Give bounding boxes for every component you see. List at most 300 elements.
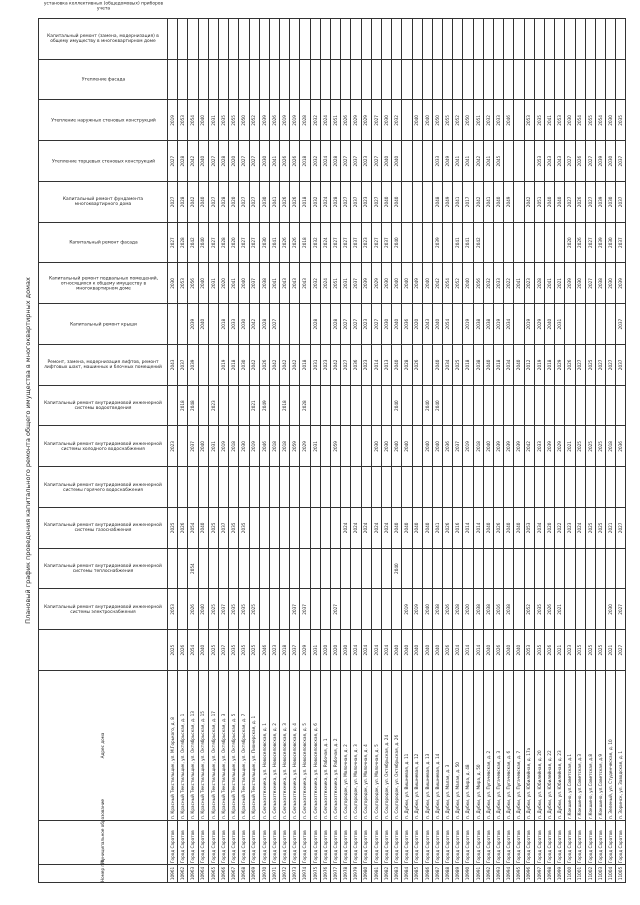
row-year-cell: [555, 222, 565, 263]
header-row: [39, 19, 168, 883]
table-row: [178, 19, 188, 883]
row-year-cell: 2028: [300, 385, 310, 426]
row-year-cell: 2036: [616, 426, 626, 467]
row-year-cell: [575, 19, 585, 60]
row-year-cell: [351, 385, 361, 426]
row-year-cell: 2031: [310, 426, 320, 467]
row-year-cell: 2020: [544, 508, 554, 549]
row-year-cell: 2033: [494, 100, 504, 141]
row-year-cell: 2027: [168, 182, 178, 223]
row-year-cell: [300, 548, 310, 589]
header-col: Капитальный ремонт внутридомовой инженерной системы горячего водоснабжения: [39, 508, 168, 549]
row-year-cell: [412, 59, 422, 100]
row-year-cell: 2038: [473, 345, 483, 386]
row-year-cell: [331, 385, 341, 426]
row-year-cell: 2037: [381, 222, 391, 263]
table-row: [361, 19, 371, 883]
row-year-cell: 2031: [341, 263, 351, 304]
row-address: п. Красный Текстильщик, ул. Октябрьская, д. 13: [188, 671, 198, 821]
header-address: Адрес дома: [39, 671, 168, 821]
row-year-cell: [534, 467, 544, 508]
row-year-cell: 2040: [412, 630, 422, 671]
row-year-cell: [188, 59, 198, 100]
row-year-cell: [504, 19, 514, 60]
row-year-cell: 2039: [565, 263, 575, 304]
row-year-cell: 2048: [432, 182, 442, 223]
row-year-cell: 2041: [544, 100, 554, 141]
row-year-cell: 2026: [290, 141, 300, 182]
row-year-cell: 2025: [168, 630, 178, 671]
row-year-cell: 2055: [443, 100, 453, 141]
row-year-cell: 2056: [188, 263, 198, 304]
row-year-cell: 2020: [229, 222, 239, 263]
row-year-cell: 2059: [331, 426, 341, 467]
row-year-cell: [616, 548, 626, 589]
row-year-cell: 2040: [198, 222, 208, 263]
row-year-cell: 2027: [371, 100, 381, 141]
row-year-cell: [290, 385, 300, 426]
document-sheet: [20, 1, 624, 883]
row-year-cell: [320, 548, 330, 589]
row-municipality: Город Саратов: [208, 821, 218, 865]
row-address: п. Соцгородок, ул. Октябрьская, д. 26: [392, 671, 402, 821]
table-row: [534, 19, 544, 883]
row-address: п. Дубки, ул. Пугачевская, д. 3: [494, 671, 504, 821]
row-year-cell: [269, 59, 279, 100]
row-year-cell: 2040: [392, 182, 402, 223]
row-year-cell: [585, 385, 595, 426]
row-year-cell: 2039: [259, 100, 269, 141]
row-year-cell: [320, 19, 330, 60]
row-year-cell: [555, 59, 565, 100]
row-year-cell: 2040: [381, 141, 391, 182]
row-year-cell: [371, 385, 381, 426]
row-year-cell: 2013: [381, 345, 391, 386]
row-municipality: Город Саратов: [392, 821, 402, 865]
row-year-cell: [494, 59, 504, 100]
row-municipality: Город Саратов: [544, 821, 554, 865]
row-year-cell: [218, 59, 228, 100]
row-year-cell: 2021: [565, 426, 575, 467]
row-year-cell: 2031: [208, 100, 218, 141]
row-year-cell: [555, 467, 565, 508]
row-year-cell: [168, 304, 178, 345]
table-row: [544, 19, 554, 883]
row-year-cell: 2042: [473, 182, 483, 223]
row-year-cell: 2040: [555, 182, 565, 223]
row-year-cell: [269, 385, 279, 426]
table-row: [320, 19, 330, 883]
row-year-cell: 2023: [168, 426, 178, 467]
row-year-cell: [218, 548, 228, 589]
row-year-cell: [361, 385, 371, 426]
row-year-cell: 2028: [218, 222, 228, 263]
row-year-cell: 2042: [290, 345, 300, 386]
row-year-cell: 2026: [544, 630, 554, 671]
row-year-cell: 2027: [616, 630, 626, 671]
row-year-cell: 2018: [544, 345, 554, 386]
row-year-cell: 2039: [595, 182, 605, 223]
row-year-cell: 2049: [504, 182, 514, 223]
table-row: [443, 19, 453, 883]
header-col: Капитальный ремонт крыши: [39, 345, 168, 386]
row-year-cell: 2040: [412, 508, 422, 549]
row-year-cell: 2039: [544, 426, 554, 467]
row-year-cell: 2030: [168, 263, 178, 304]
table-row: [381, 19, 391, 883]
row-year-cell: 2035: [239, 630, 249, 671]
row-number: 10989: [453, 865, 463, 883]
row-year-cell: [524, 385, 534, 426]
row-year-cell: 2024: [381, 508, 391, 549]
row-year-cell: [422, 182, 432, 223]
row-number: 10976: [320, 865, 330, 883]
row-year-cell: 2043: [555, 141, 565, 182]
row-year-cell: 2021: [555, 589, 565, 630]
row-year-cell: 2036: [402, 304, 412, 345]
row-year-cell: [575, 548, 585, 589]
row-number: 11000: [565, 865, 575, 883]
row-year-cell: 2030: [381, 304, 391, 345]
row-year-cell: 2040: [422, 630, 432, 671]
row-year-cell: 2029: [555, 345, 565, 386]
row-year-cell: [402, 385, 412, 426]
row-year-cell: 2026: [269, 100, 279, 141]
row-year-cell: [249, 467, 259, 508]
row-year-cell: [494, 548, 504, 589]
row-year-cell: 2026: [341, 100, 351, 141]
row-year-cell: [269, 589, 279, 630]
row-year-cell: 2040: [422, 100, 432, 141]
row-year-cell: 2019: [280, 100, 290, 141]
row-year-cell: [290, 59, 300, 100]
row-year-cell: [595, 59, 605, 100]
row-address: п. Дубки, ул. Мира, д. 48: [463, 671, 473, 821]
row-year-cell: 2020: [331, 630, 341, 671]
row-year-cell: 2030: [381, 426, 391, 467]
row-year-cell: 2025: [575, 426, 585, 467]
row-year-cell: [290, 304, 300, 345]
row-year-cell: [432, 19, 442, 60]
row-year-cell: 2055: [229, 100, 239, 141]
row-year-cell: 2053: [524, 630, 534, 671]
row-year-cell: 2050: [463, 100, 473, 141]
row-number: 10966: [218, 865, 228, 883]
row-municipality: Город Саратов: [310, 821, 320, 865]
row-year-cell: 2029: [300, 426, 310, 467]
row-year-cell: 2037: [616, 141, 626, 182]
row-year-cell: 2025: [208, 630, 218, 671]
row-year-cell: [585, 548, 595, 589]
row-year-cell: 2028: [331, 141, 341, 182]
row-year-cell: [616, 19, 626, 60]
row-year-cell: 2027: [371, 141, 381, 182]
row-year-cell: 2041: [269, 141, 279, 182]
row-number: 10978: [341, 865, 351, 883]
row-year-cell: 2027: [208, 141, 218, 182]
table-row: [555, 19, 565, 883]
header-municipality: Муниципальное образование: [39, 821, 168, 865]
table-body: [168, 19, 626, 883]
row-municipality: Город Саратов: [198, 821, 208, 865]
row-year-cell: 2027: [585, 141, 595, 182]
row-year-cell: 2028: [178, 182, 188, 223]
row-year-cell: [341, 548, 351, 589]
row-municipality: Город Саратов: [229, 821, 239, 865]
row-year-cell: 2030: [565, 100, 575, 141]
row-municipality: Город Саратов: [585, 821, 595, 865]
row-year-cell: 2018: [463, 345, 473, 386]
row-address: п. Красный Текстильщик, ул. Октябрьская, д. 17: [208, 671, 218, 821]
row-year-cell: 2030: [371, 426, 381, 467]
row-address: п. Красный Текстильщик, ул. Октябрьская, д. 7: [239, 671, 249, 821]
row-year-cell: 2038: [473, 589, 483, 630]
row-year-cell: 2040: [198, 508, 208, 549]
row-year-cell: 2042: [524, 426, 534, 467]
row-address: п. Красный Текстильщик, ул. Октябрьская, д. 15: [198, 671, 208, 821]
row-year-cell: [422, 345, 432, 386]
row-year-cell: [402, 548, 412, 589]
row-number: 10968: [239, 865, 249, 883]
row-number: 10986: [422, 865, 432, 883]
row-year-cell: [575, 467, 585, 508]
row-year-cell: [208, 304, 218, 345]
row-number: 10973: [290, 865, 300, 883]
row-year-cell: 2050: [432, 100, 442, 141]
row-year-cell: 2024: [361, 508, 371, 549]
table-row: [269, 19, 279, 883]
row-year-cell: 2038: [259, 263, 269, 304]
row-year-cell: [361, 548, 371, 589]
row-year-cell: [381, 467, 391, 508]
row-year-cell: [310, 385, 320, 426]
row-year-cell: [524, 222, 534, 263]
row-year-cell: [494, 385, 504, 426]
row-year-cell: [606, 59, 616, 100]
row-year-cell: [331, 19, 341, 60]
row-year-cell: 2035: [534, 589, 544, 630]
row-year-cell: 2019: [249, 426, 259, 467]
table-row: [575, 19, 585, 883]
row-municipality: Город Саратов: [381, 821, 391, 865]
row-year-cell: [239, 548, 249, 589]
row-year-cell: [524, 548, 534, 589]
row-number: 11004: [606, 865, 616, 883]
row-year-cell: [249, 508, 259, 549]
row-year-cell: 2040: [381, 182, 391, 223]
row-year-cell: [310, 548, 320, 589]
row-year-cell: [300, 19, 310, 60]
row-year-cell: 2026: [443, 589, 453, 630]
row-year-cell: 2042: [432, 263, 442, 304]
row-address: п. Красный Текстильщик, ул. Пионерская, д. 1: [249, 671, 259, 821]
row-year-cell: 2026: [575, 222, 585, 263]
header-col: Капитальный ремонт фундамента многоквартирного дома: [39, 222, 168, 263]
row-year-cell: 2040: [514, 630, 524, 671]
row-year-cell: [443, 222, 453, 263]
row-year-cell: 2027: [341, 141, 351, 182]
row-year-cell: 2034: [504, 345, 514, 386]
row-year-cell: [514, 385, 524, 426]
row-municipality: Город Саратов: [494, 821, 504, 865]
row-year-cell: 2027: [371, 182, 381, 223]
row-year-cell: 2041: [269, 182, 279, 223]
row-year-cell: 2041: [453, 182, 463, 223]
row-year-cell: 2027: [585, 182, 595, 223]
row-year-cell: 2026: [565, 345, 575, 386]
row-number: 10997: [534, 865, 544, 883]
row-year-cell: 2018: [229, 426, 239, 467]
table-row: [392, 19, 402, 883]
row-year-cell: 2024: [320, 263, 330, 304]
row-year-cell: 2040: [198, 630, 208, 671]
table-row: [595, 19, 605, 883]
table-row: [514, 19, 524, 883]
row-year-cell: [320, 304, 330, 345]
row-municipality: Город Саратов: [483, 821, 493, 865]
row-year-cell: 2034: [534, 508, 544, 549]
row-address: п. Сельхозтехника, ул. Новоселовская, д. 1: [259, 671, 269, 821]
row-year-cell: [402, 59, 412, 100]
row-year-cell: 2027: [269, 304, 279, 345]
row-year-cell: 2025: [585, 345, 595, 386]
row-address: п. Сельхозтехника, ул. Новоселовская, д. 2: [269, 671, 279, 821]
row-year-cell: 2051: [534, 182, 544, 223]
row-year-cell: [259, 508, 269, 549]
row-number: 10977: [331, 865, 341, 883]
row-year-cell: [504, 385, 514, 426]
row-number: 10961: [168, 865, 178, 883]
row-number: 10970: [259, 865, 269, 883]
row-address: п. Сельхозтехника, ул. Новоселовская, д. 6: [310, 671, 320, 821]
table-row: [432, 19, 442, 883]
row-year-cell: 2029: [555, 426, 565, 467]
row-year-cell: [300, 508, 310, 549]
row-year-cell: 2020: [320, 630, 330, 671]
row-year-cell: [453, 467, 463, 508]
row-year-cell: 2037: [616, 182, 626, 223]
row-year-cell: [392, 589, 402, 630]
row-year-cell: [544, 19, 554, 60]
row-year-cell: 2046: [259, 630, 269, 671]
row-year-cell: 2042: [249, 345, 259, 386]
row-address: п. Соцгородок, ул. Молочная, д. 3: [351, 671, 361, 821]
row-year-cell: 2018: [269, 426, 279, 467]
row-year-cell: [168, 548, 178, 589]
row-year-cell: [422, 467, 432, 508]
row-year-cell: 2026: [412, 345, 422, 386]
row-year-cell: [392, 467, 402, 508]
row-year-cell: 2040: [198, 182, 208, 223]
row-year-cell: 2041: [463, 222, 473, 263]
row-number: 11001: [575, 865, 585, 883]
row-year-cell: 2037: [249, 263, 259, 304]
row-year-cell: [198, 345, 208, 386]
row-year-cell: 2054: [443, 304, 453, 345]
row-year-cell: 2027: [575, 345, 585, 386]
table-row: [280, 19, 290, 883]
row-year-cell: 2018: [300, 141, 310, 182]
table-row: [565, 19, 575, 883]
row-year-cell: 2041: [483, 182, 493, 223]
row-year-cell: 2024: [320, 182, 330, 223]
row-year-cell: 2027: [208, 182, 218, 223]
row-year-cell: 2054: [443, 263, 453, 304]
row-year-cell: 2028: [331, 182, 341, 223]
table-row: [371, 19, 381, 883]
row-year-cell: 2042: [249, 304, 259, 345]
row-year-cell: 2026: [188, 589, 198, 630]
row-year-cell: 2027: [616, 508, 626, 549]
row-year-cell: [381, 385, 391, 426]
row-year-cell: [320, 589, 330, 630]
row-municipality: Город Саратов: [606, 821, 616, 865]
row-year-cell: 2042: [188, 182, 198, 223]
row-address: г.Кокшино, ул.Советская, д.1: [565, 671, 575, 821]
row-address: п. Дубки, ул. Юбилейная, д. 20: [534, 671, 544, 821]
row-year-cell: 2026: [443, 508, 453, 549]
row-year-cell: 2025: [595, 426, 605, 467]
row-year-cell: 2052: [524, 589, 534, 630]
row-year-cell: [361, 426, 371, 467]
row-year-cell: [280, 304, 290, 345]
row-year-cell: 2025: [208, 508, 218, 549]
row-year-cell: 2014: [473, 630, 483, 671]
row-number: 10967: [229, 865, 239, 883]
row-year-cell: 2018: [229, 345, 239, 386]
row-year-cell: 2054: [575, 100, 585, 141]
row-year-cell: [351, 467, 361, 508]
row-year-cell: [514, 589, 524, 630]
row-year-cell: 2040: [463, 263, 473, 304]
row-year-cell: 2032: [310, 222, 320, 263]
row-year-cell: 2039: [595, 141, 605, 182]
row-year-cell: [514, 19, 524, 60]
row-year-cell: 2032: [483, 263, 493, 304]
row-year-cell: 2024: [453, 630, 463, 671]
row-year-cell: [422, 59, 432, 100]
row-year-cell: 2040: [504, 630, 514, 671]
row-year-cell: [361, 19, 371, 60]
row-year-cell: 2027: [341, 345, 351, 386]
row-year-cell: 2012: [524, 345, 534, 386]
row-year-cell: 2037: [300, 589, 310, 630]
row-year-cell: 2041: [483, 141, 493, 182]
row-year-cell: 2040: [402, 630, 412, 671]
row-year-cell: 2026: [280, 222, 290, 263]
row-year-cell: 2040: [483, 508, 493, 549]
row-year-cell: [432, 59, 442, 100]
row-year-cell: [514, 182, 524, 223]
row-year-cell: 2025: [585, 508, 595, 549]
row-number: 10969: [249, 865, 259, 883]
row-year-cell: 2040: [412, 100, 422, 141]
row-year-cell: 2037: [178, 345, 188, 386]
row-year-cell: [229, 548, 239, 589]
row-year-cell: [443, 19, 453, 60]
row-year-cell: 2027: [249, 182, 259, 223]
row-year-cell: [443, 59, 453, 100]
row-year-cell: 2026: [178, 508, 188, 549]
row-year-cell: 2031: [555, 304, 565, 345]
row-year-cell: 2027: [341, 222, 351, 263]
row-year-cell: 2027: [565, 141, 575, 182]
row-address: п. Соцгородок, ул. Молочная, д. 4: [361, 671, 371, 821]
row-year-cell: 2032: [483, 100, 493, 141]
row-year-cell: 2049: [412, 263, 422, 304]
row-year-cell: 2028: [331, 304, 341, 345]
row-year-cell: [280, 19, 290, 60]
